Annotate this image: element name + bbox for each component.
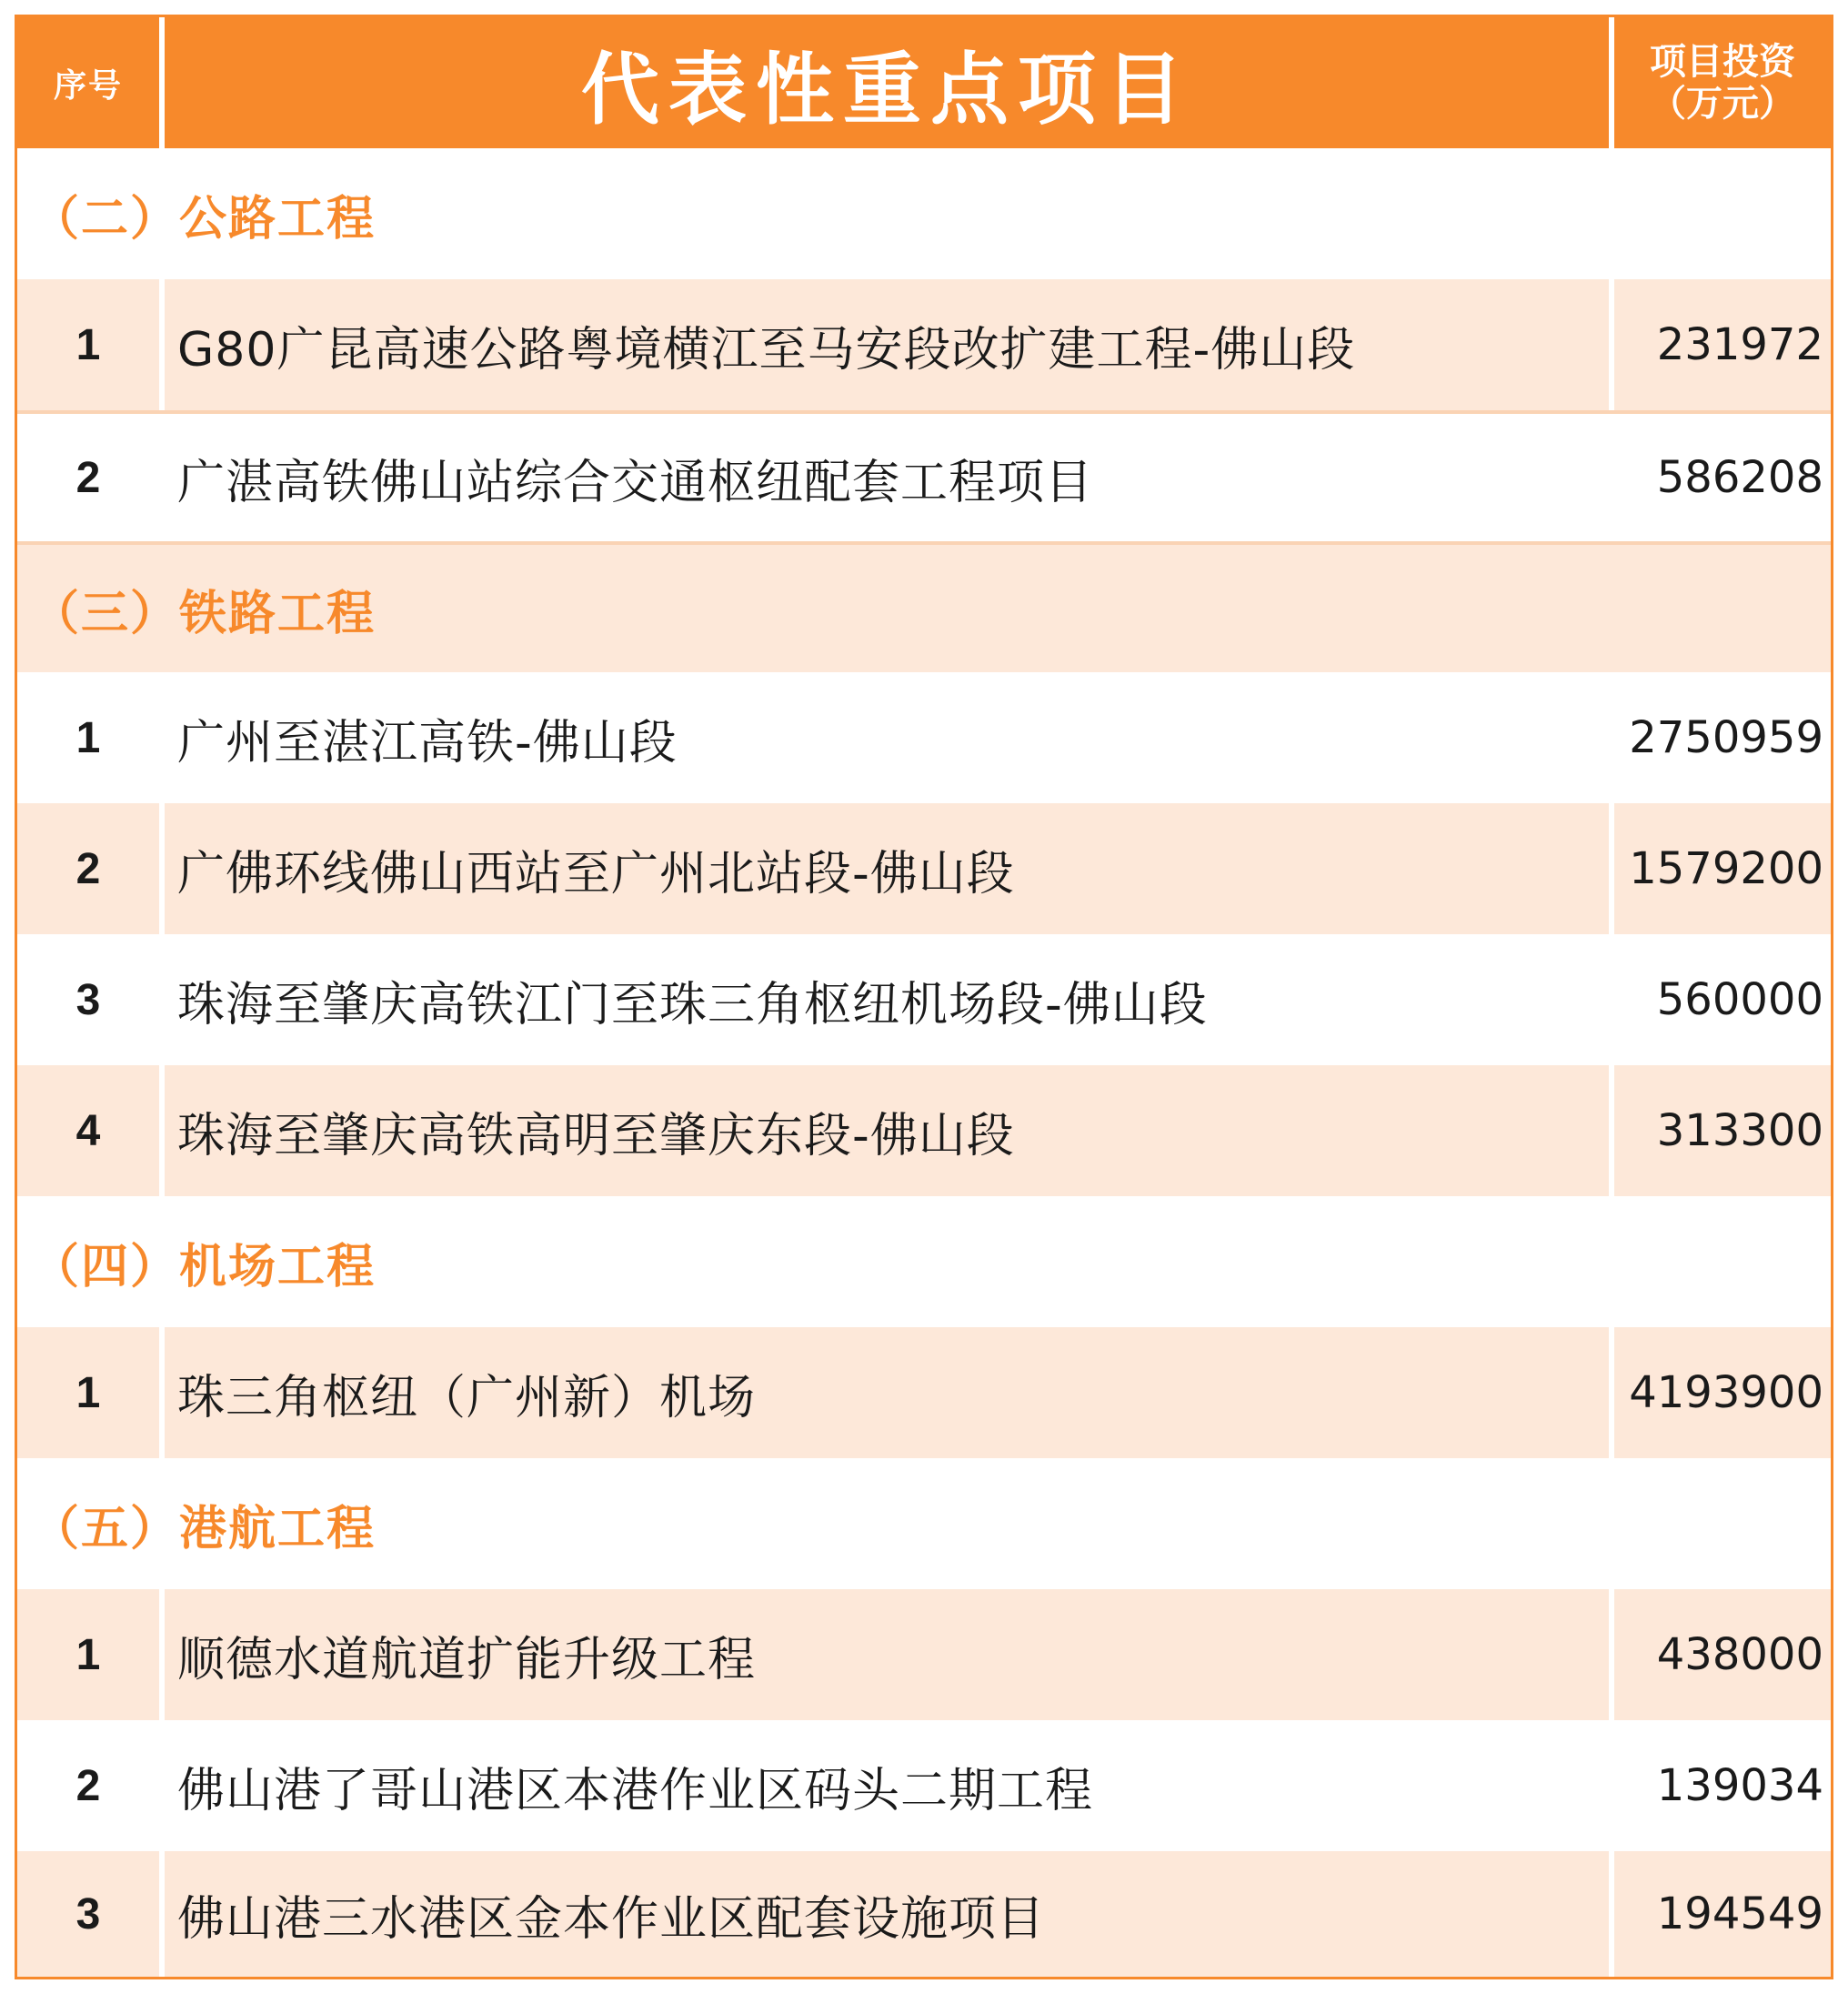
row-serial-number: 1 (75, 1368, 101, 1417)
header-investment (1614, 17, 1831, 148)
table-row (17, 934, 1831, 1065)
row-project-name: G80广昆高速公路粤境横江至马安段改扩建工程-佛山段 (177, 322, 1356, 378)
row-investment-amount: 231972 (1656, 319, 1823, 370)
investment-table (15, 15, 1833, 1979)
row-project-name: 广佛环线佛山西站至广州北站段-佛山段 (177, 846, 1015, 901)
section-row-airport (17, 1196, 1831, 1327)
section-label: （四）机场工程 (32, 1239, 377, 1294)
row-project-name: 珠海至肇庆高铁高明至肇庆东段-佛山段 (177, 1108, 1015, 1163)
section-label: （二）公路工程 (32, 191, 377, 247)
row-serial-number: 1 (75, 320, 101, 369)
row-investment-amount: 194549 (1656, 1888, 1823, 1939)
table-row (17, 1589, 1831, 1720)
row-project-name: 广州至湛江高铁-佛山段 (177, 715, 678, 770)
row-serial-number: 1 (75, 713, 101, 762)
row-project-name: 珠三角枢纽（广州新）机场 (177, 1370, 757, 1425)
row-serial-number: 2 (75, 453, 101, 502)
row-serial-number: 2 (75, 1761, 101, 1810)
row-investment-amount: 1579200 (1629, 843, 1823, 894)
row-investment-amount: 139034 (1656, 1760, 1823, 1811)
row-serial-number: 3 (75, 1889, 101, 1939)
table-row (17, 1327, 1831, 1458)
row-investment-amount: 586208 (1656, 452, 1823, 503)
table-row (17, 672, 1831, 803)
row-project-name: 佛山港三水港区金本作业区配套设施项目 (177, 1891, 1046, 1947)
row-investment-amount: 2750959 (1629, 712, 1823, 763)
row-investment-amount: 560000 (1656, 974, 1823, 1025)
header-investment-line1: 项目投资 (1650, 41, 1795, 83)
row-serial-number: 3 (75, 975, 101, 1024)
table-row (17, 1065, 1831, 1196)
section-row-railway (17, 541, 1831, 672)
row-project-name: 佛山港了哥山港区本港作业区码头二期工程 (177, 1763, 1094, 1818)
row-project-name: 珠海至肇庆高铁江门至珠三角枢纽机场段-佛山段 (177, 977, 1208, 1032)
table-row (17, 1720, 1831, 1851)
section-row-port-shipping (17, 1458, 1831, 1589)
row-investment-amount: 313300 (1656, 1105, 1823, 1156)
row-serial-number: 2 (75, 844, 101, 893)
table-row (17, 803, 1831, 934)
table-row (17, 1851, 1831, 1977)
row-serial-number: 4 (75, 1106, 101, 1155)
row-project-name: 广湛高铁佛山站综合交通枢纽配套工程项目 (177, 455, 1094, 510)
section-row-highway (17, 148, 1831, 279)
row-serial-number: 1 (75, 1630, 101, 1679)
header-serial-number: 序号 (53, 66, 123, 105)
section-label: （三）铁路工程 (32, 586, 377, 641)
header-investment-line2: （万元） (1650, 83, 1795, 125)
table-row (17, 279, 1831, 410)
table-row (17, 410, 1831, 541)
row-investment-amount: 4193900 (1629, 1367, 1823, 1418)
table-header (17, 17, 1831, 148)
header-title: 代表性重点项目 (581, 45, 1192, 136)
row-project-name: 顺德水道航道扩能升级工程 (177, 1632, 757, 1687)
row-investment-amount: 438000 (1656, 1629, 1823, 1680)
section-label: （五）港航工程 (32, 1501, 377, 1556)
